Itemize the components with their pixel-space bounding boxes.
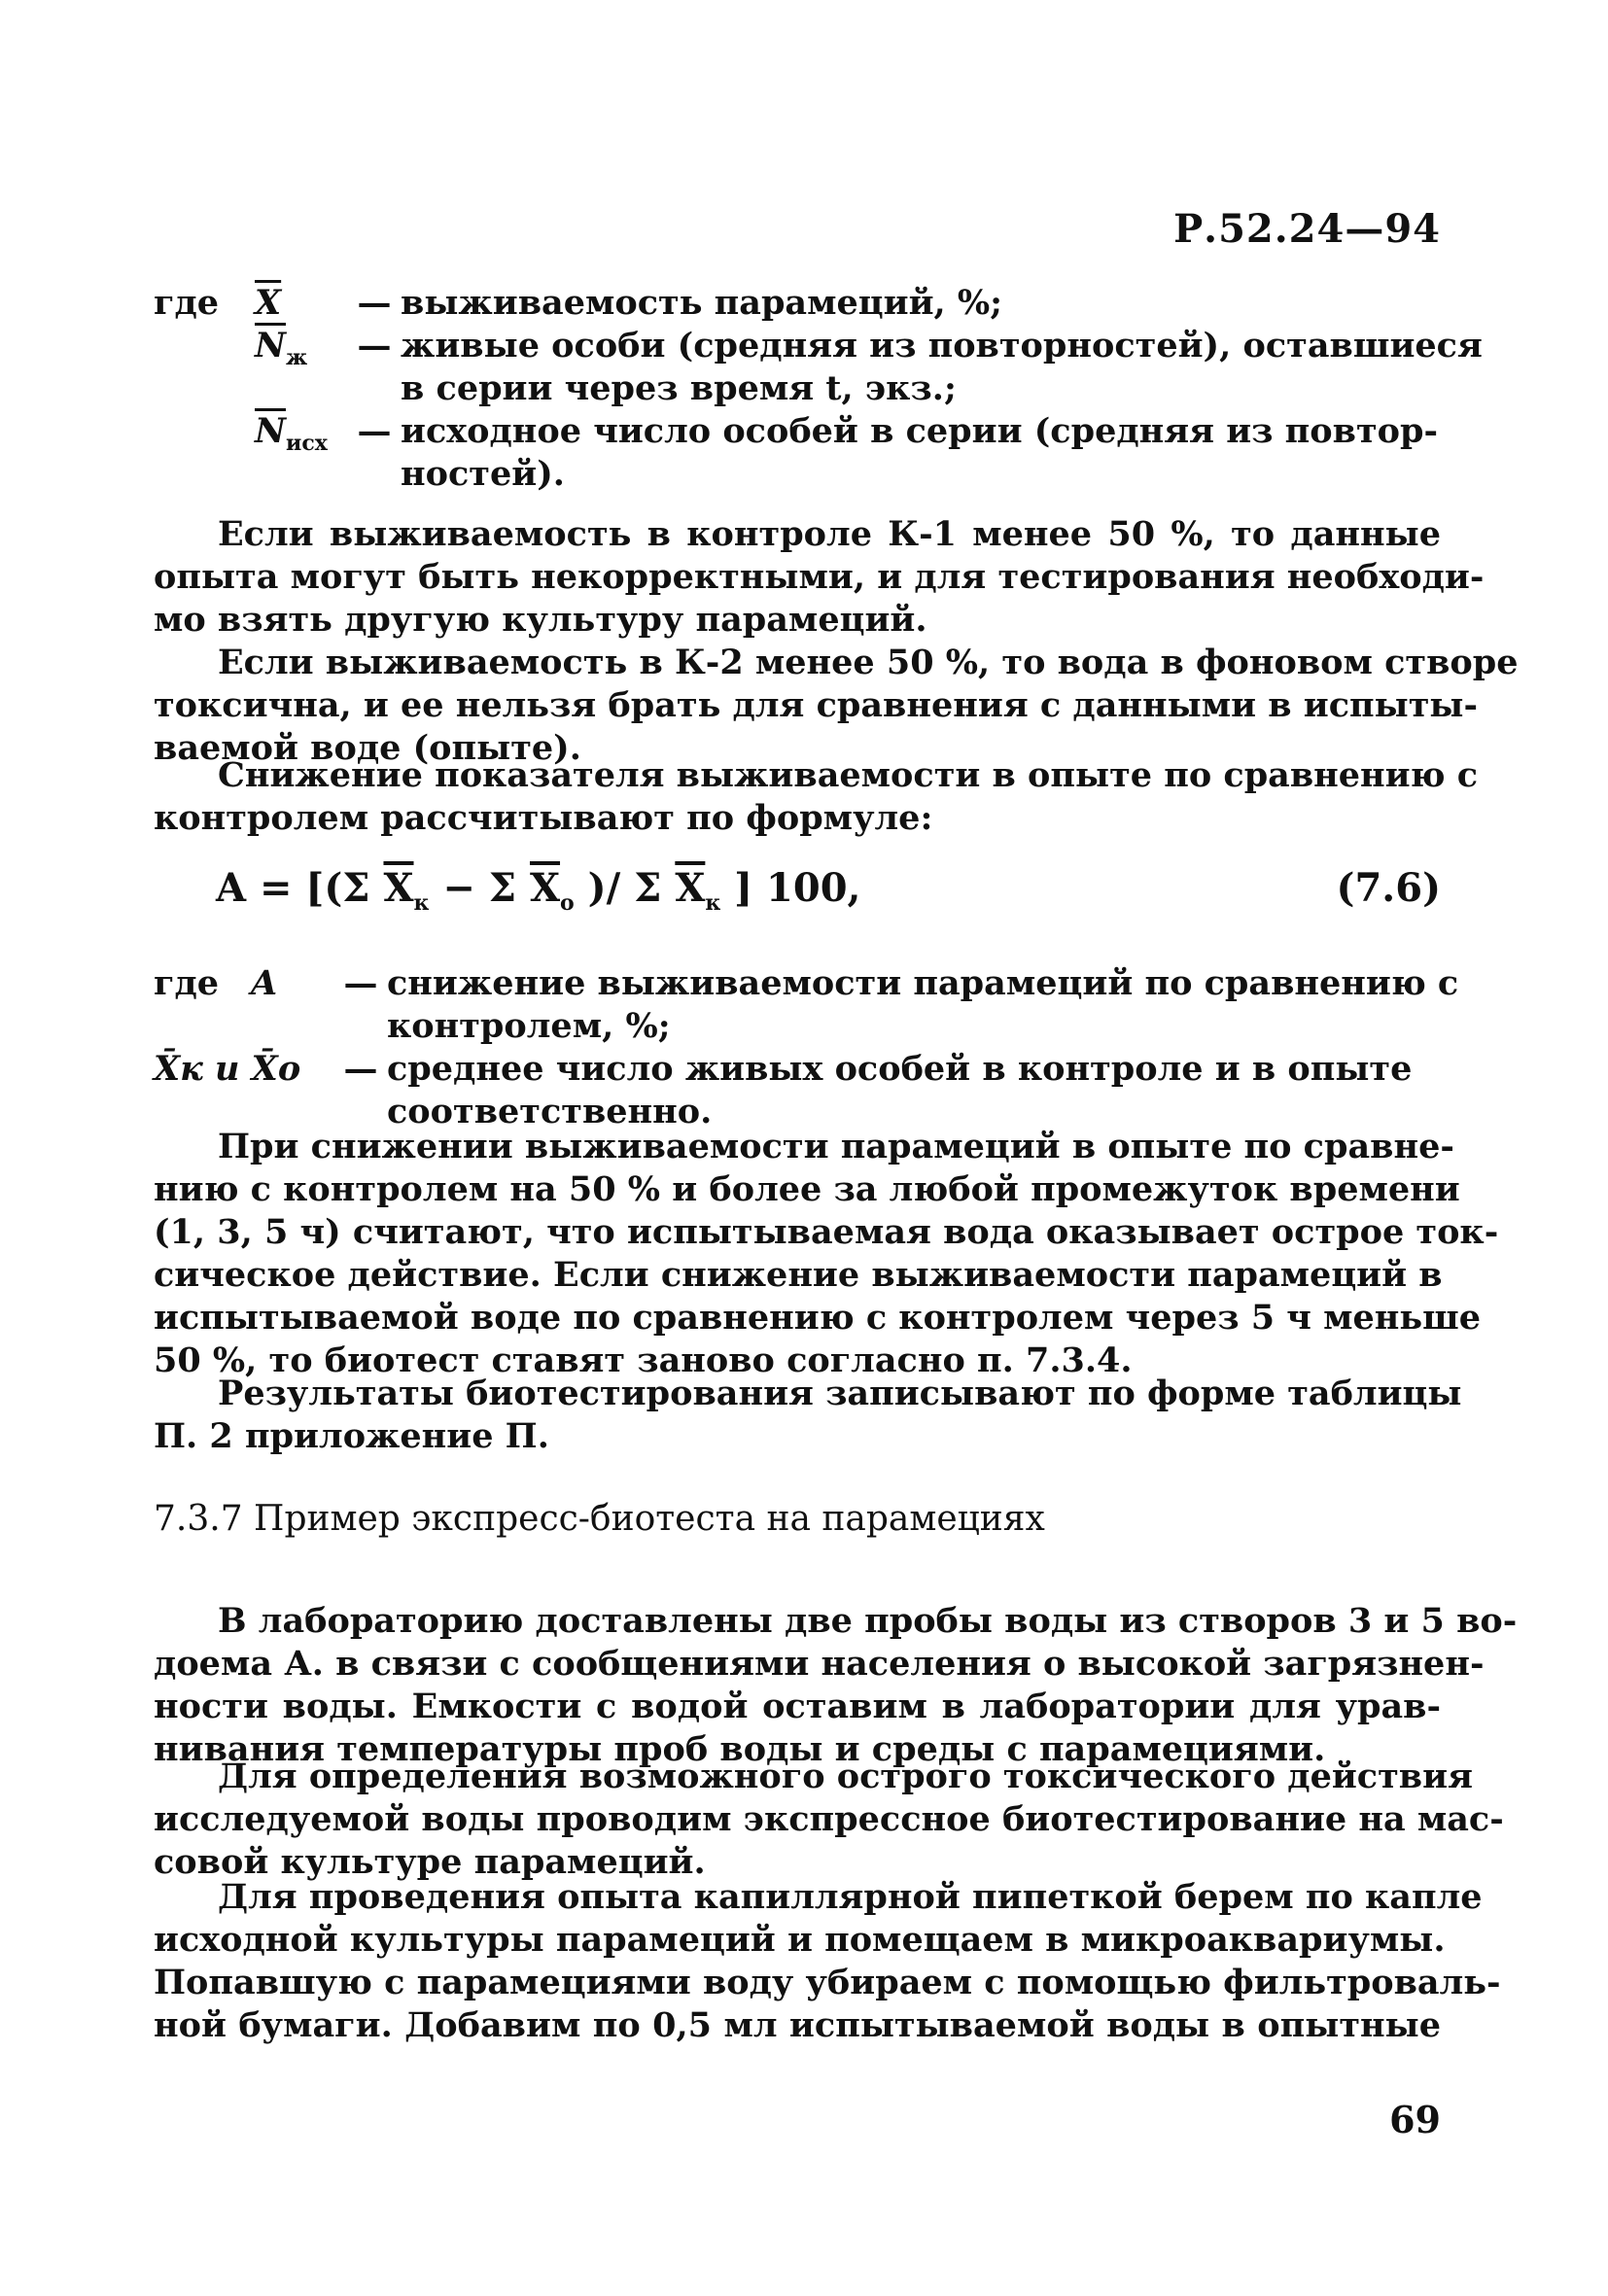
formula-7-6 [216,865,1441,916]
definition-symbol: $\overline{N}_ж$ [255,326,308,370]
definition-text: живые особи (средняя из повторностей), оставшиеся в серии через время t, экз.; [401,326,1483,408]
paragraph-results: Результаты биотестирования записывают по форме таблицы П. 2 приложение П. [154,1374,1462,1456]
definition-symbol: $\overline{X}$ [255,283,282,323]
page-number: 69 [1389,2098,1441,2141]
definition-symbol: $\overline{N}_{исх}$ [255,411,328,456]
definition-dash: — [357,283,392,323]
definition-row [154,282,1483,325]
definition-row: X̄к и X̄о — среднее число живых особей в контроле и в опыте соответственно. [154,1049,1413,1131]
definition-symbol: X̄к и X̄о [154,1049,301,1089]
paragraph-toxic-action: При снижении выживаемости парамеций в опыте по сравне- нию с контролем на 50 % и более за любой промежуток времени (1, 3, 5 ч) считают, что испытываемая вода оказывает острое ток- сическое действие. Если снижение выживаемости парамеций в испытываемой воде по сравнению с контролем через 5 ч меньше 50 %, то биотест ставят заново согласно п. 7.3.4. [154,1127,1499,1380]
definition-text: исходное число особей в серии (средняя из повтор- ностей). [401,411,1438,494]
definition-row: $\overline{N}_{исх}$ — исходное число особей в серии (средняя из повтор- ностей). [154,410,1483,496]
paragraph-control-k2: Если выживаемость в К-2 менее 50 %, то вода в фоновом створе токсична, и ее нельзя брать для сравнения с данными в испыты- ваемой воде (опыте). [154,643,1519,768]
section-heading: 7.3.7 Пример экспресс-биотеста на парамециях [154,1499,1045,1539]
formula-expression: A = [(Σ $\overline{X}_к - \Sigma$ $\overline{X}_о$ )/ Σ $\overline{X}_к$ ] 100, [216,865,861,916]
definition-lead: где [154,283,220,323]
definition-symbol: A [251,963,278,1003]
paragraph-formula-intro: Снижение показателя выживаемости в опыте по сравнению с контролем рассчитывают по формуле: [154,755,1479,838]
definition-row: $\overline{N}_ж$ — живые особи (средняя из повторностей), оставшиеся в серии через время t, экз.; [154,325,1483,410]
definitions-block-1 [154,282,1483,496]
paragraph-control-k1: Если выживаемость в контроле К-1 менее 50 %, то данные опыта могут быть некорректными, и для тестирования необходи- мо взять другую культуру парамеций. [154,514,1485,640]
definitions-block-2 [154,962,1458,1133]
paragraph-express-test: Для определения возможного острого токсического действия исследуемой воды проводим экспрессное биотестирование на мас- совой культуре парамеций. [154,1757,1504,1882]
formula-number: (7.6) [1336,865,1441,911]
definition-text: снижение выживаемости парамеций по сравнению с контролем, %; [387,963,1459,1046]
definition-text: среднее число живых особей в контроле и в опыте соответственно. [387,1049,1413,1131]
paragraph-procedure: Для проведения опыта капиллярной пипеткой берем по капле исходной культуры парамеций и помещаем в микроаквариумы. Попавшую с парамециями воду убираем с помощью фильтроваль- ной бумаги. Добавим по 0,5 мл испытываемой воды в опытные [154,1877,1501,2045]
document-code: Р.52.24—94 [1173,206,1441,252]
paragraph-samples: В лабораторию доставлены две пробы воды из створов 3 и 5 во- доема А. в связи с сообщениями населения о высокой загрязнен- ности воды. Емкости с водой оставим в лаборатории для урав- нивания температуры проб воды и среды с парамециями. [154,1601,1518,1769]
definition-row: где A — снижение выживаемости парамеций по сравнению с контролем, %; [154,963,1459,1046]
definition-text: выживаемость парамеций, %; [401,283,1003,323]
